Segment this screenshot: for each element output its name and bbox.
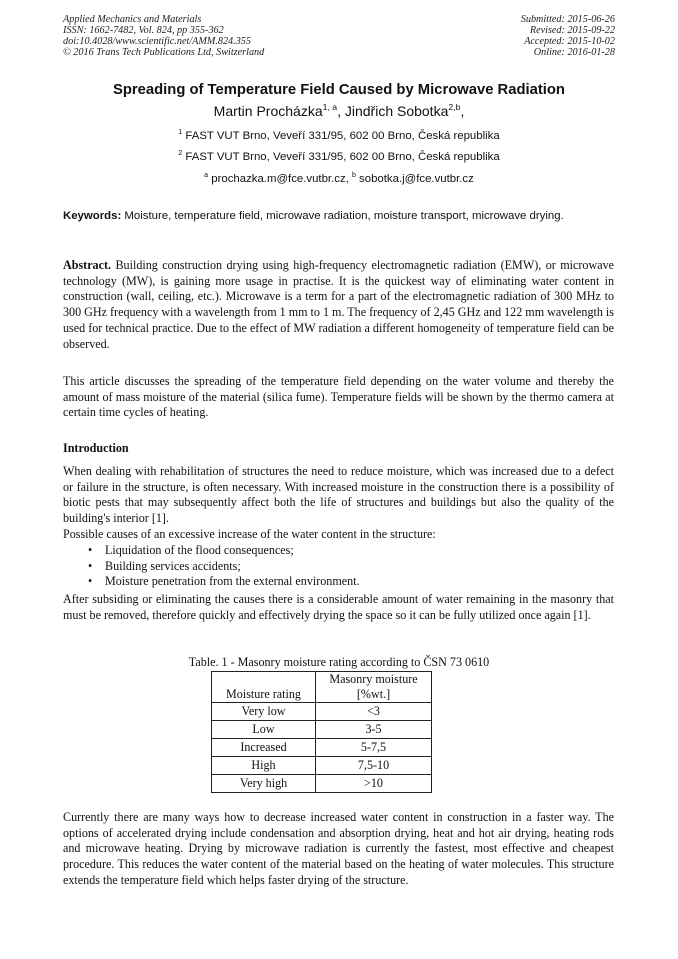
table-header-row	[212, 672, 432, 703]
cell-rating: High	[212, 757, 316, 775]
author-1: Martin Procházka	[213, 103, 323, 119]
keywords-label: Keywords:	[63, 210, 122, 222]
bullet-icon: •	[88, 558, 93, 573]
author-emails	[0, 173, 678, 185]
email-a-sup: a	[204, 172, 209, 180]
table-row	[212, 703, 432, 721]
introduction-heading: Introduction	[63, 441, 129, 455]
email-b[interactable]: sobotka.j@fce.vutbr.cz	[355, 173, 474, 185]
date-revised: Revised: 2015-09-22	[529, 25, 615, 36]
introduction-paragraph-1: When dealing with rehabilitation of structures the need to reduce moisture, which was increased due to a defect or failure in the structure, is often necessary. With increased moisture in the construction there is a possibility of biotic pests that may subsequently affect both the life of structures and buildings but also the quality of the building's interior [1].	[63, 464, 614, 526]
column-header-rating: Moisture rating	[212, 672, 316, 703]
causes-list	[63, 543, 614, 590]
introduction-paragraph-3: After subsiding or eliminating the causes there is a considerable amount of water remaining in the masonry that must be removed, therefore quickly and effectively drying the space so it can be fully utilized once again [1].	[63, 592, 614, 622]
header-left	[63, 14, 264, 58]
list-item: • Liquidation of the flood consequences;	[88, 543, 294, 557]
journal-copyright: © 2016 Trans Tech Publications Ltd, Switzerland	[63, 47, 265, 58]
closing-paragraph: Currently there are many ways how to decrease increased water content in construction in a faster way. The options of accelerated drying include condensation and absorption drying, heat and hot air drying, heating rods and microwave heating. Drying by microwave radiation is currently the fastest, most effective and cheapest procedure. This reduces the water content of the material based on the heating of water molecules. This structure extends the temperature field which helps faster drying of the structure.	[63, 810, 614, 887]
paper-title: Spreading of Temperature Field Caused by Microwave Radiation	[113, 82, 565, 98]
journal-name: Applied Mechanics and Materials	[63, 14, 202, 25]
cell-rating: Increased	[212, 739, 316, 757]
keywords	[63, 209, 614, 224]
bullet-icon: •	[88, 574, 93, 589]
affiliation-2	[0, 151, 678, 163]
date-accepted: Accepted: 2015-10-02	[524, 36, 615, 47]
date-online: Online: 2016-01-28	[533, 47, 615, 58]
cell-rating: Very high	[212, 775, 316, 793]
abstract-label: Abstract.	[63, 258, 112, 272]
cell-value: >10	[316, 775, 432, 793]
table-row	[212, 775, 432, 793]
journal-header	[63, 14, 615, 58]
list-item: • Building services accidents;	[88, 558, 241, 573]
author-end: ,	[460, 103, 465, 119]
keywords-text: Moisture, temperature field, microwave radiation, moisture transport, microwave drying.	[121, 210, 564, 222]
author-line	[0, 103, 678, 119]
author-2: Jindřich Sobotka	[344, 103, 449, 119]
moisture-table	[211, 671, 432, 793]
email-a[interactable]: prochazka.m@fce.vutbr.cz,	[208, 173, 352, 185]
table-row	[212, 739, 432, 757]
cell-value: <3	[316, 703, 432, 721]
abstract	[63, 258, 614, 352]
header-right	[521, 14, 615, 58]
abstract-paragraph-2: This article discusses the spreading of the temperature field depending on the water volume and thereby the amount of mass moisture of the material (silica fume). Temperature fields will be shown by the thermo camera at certain time cycles of heating.	[63, 374, 614, 420]
introduction-paragraph-2: Possible causes of an excessive increase of the water content in the structure:	[63, 527, 436, 541]
email-b-sup: b	[351, 172, 356, 180]
affiliation-2-text: FAST VUT Brno, Veveří 331/95, 602 00 Brno, Česká republika	[182, 151, 500, 163]
cell-value: 5-7,5	[316, 739, 432, 757]
author-1-sup: 1, a	[322, 101, 338, 112]
table-caption: Table. 1 - Masonry moisture rating according to ČSN 73 0610	[188, 655, 490, 669]
table-row	[212, 721, 432, 739]
cell-rating: Low	[212, 721, 316, 739]
affiliation-1-num: 1	[178, 129, 183, 137]
affiliation-2-num: 2	[178, 150, 183, 158]
cell-rating: Very low	[212, 703, 316, 721]
table-row	[212, 757, 432, 775]
cell-value: 3-5	[316, 721, 432, 739]
affiliation-1-text: FAST VUT Brno, Veveří 331/95, 602 00 Brno, Česká republika	[182, 130, 500, 142]
abstract-text: Building construction drying using high-frequency electromagnetic radiation (EMW), or microwave technology (MW), is gaining more usage in practise. It is the quickest way of eliminating water content in construction (wall, ceiling, etc.). Microwave is a term for a part of the electromagnetic radiation of 300 MHz to 300 GHz frequency with a wavelength from 1 mm to 1 m. The frequency of 2,45 GHz and 122 mm wavelength is used for technical practice. Due to the effect of MW radiation a different homogeneity of temperature field can be observed.	[63, 258, 614, 351]
column-header-moisture: Masonry moisture [%wt.]	[316, 672, 432, 703]
date-submitted: Submitted: 2015-06-26	[520, 14, 615, 25]
journal-doi: doi:10.4028/www.scientific.net/AMM.824.355	[63, 36, 251, 47]
author-separator: ,	[337, 103, 345, 119]
bullet-icon: •	[88, 543, 93, 557]
journal-issn: ISSN: 1662-7482, Vol. 824, pp 355-362	[63, 25, 224, 36]
author-2-sup: 2,b	[448, 101, 461, 112]
affiliation-1	[0, 130, 678, 142]
cell-value: 7,5-10	[316, 757, 432, 775]
list-item: • Moisture penetration from the external environment.	[88, 574, 360, 589]
